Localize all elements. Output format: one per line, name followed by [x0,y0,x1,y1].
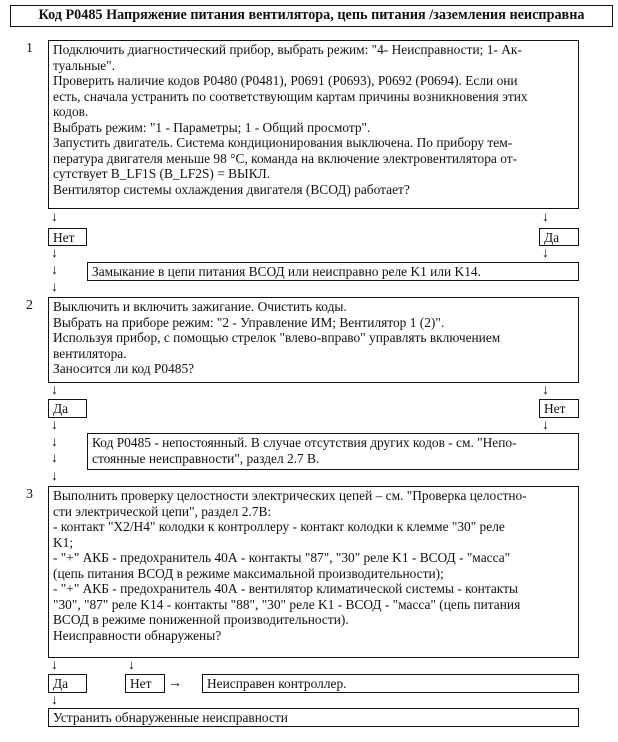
step-3-line: Выполнить проверку целостности электрических цепей – см. "Проверка целостно- [53,488,527,503]
step-1-line: Подключить диагностический прибор, выбрать режим: "4- Неисправности; 1- Ак- [53,42,522,57]
arrow-down-icon: ↓ [51,246,58,261]
arrow-right-icon: → [168,676,182,691]
step-1-answer-no: Нет [48,228,87,246]
arrow-down-icon: ↓ [51,263,58,278]
step-1-result: Замыкание в цепи питания ВСОД или неисправно реле K1 или K14. [87,262,579,281]
step-2-line: Заносится ли код P0485? [53,361,195,376]
arrow-down-icon: ↓ [51,469,58,484]
step-3-line: - "+" АКБ - предохранитель 40А - контакты "87", "30" реле K1 - ВСОД - "масса" [53,550,511,565]
arrow-down-icon: ↓ [542,383,549,398]
arrow-down-icon: ↓ [542,210,549,225]
step-3-line: - "+" АКБ - предохранитель 40А - вентилятор климатической системы - контакты [53,581,518,596]
arrow-down-icon: ↓ [51,451,58,466]
step-2-line: Выбрать на приборе режим: "2 - Управление ИМ; Вентилятор 1 (2)". [53,314,445,330]
step-3-line: Неисправности обнаружены? [53,627,222,643]
step-1-line: Проверить наличие кодов P0480 (P0481), P0691 (P0693), P0692 (P0694). Если они [53,73,518,88]
step-3-result-yes: Устранить обнаруженные неисправности [48,708,579,727]
step-2-answer-yes: Да [48,399,87,418]
step-1-line: кодов. [53,104,89,119]
step-1-box [48,40,579,209]
step-1-line: сутствует B_LF1S (B_LF2S) = ВЫКЛ. [53,166,271,181]
arrow-down-icon: ↓ [51,693,58,708]
step-3-result-no: Неисправен контроллер. [202,674,579,693]
arrow-down-icon: ↓ [542,246,549,261]
page-title: Код P0485 Напряжение питания вентилятора, цепь питания /заземления неисправна [10,5,613,27]
step-3-number: 3 [26,487,33,502]
step-3-answer-yes: Да [48,674,87,693]
step-2-answer-no: Нет [539,399,579,418]
step-2-box [48,297,579,383]
step-2-line: Используя прибор, с помощью стрелок "влево-вправо" управлять включением [53,330,501,345]
step-2-result-line: стоянные неисправности", раздел 2.7 В. [92,450,320,466]
step-1-line: пература двигателя меньше 98 °С, команда на включение электровентилятора от- [53,150,518,166]
step-1-line: туальные". [53,57,115,73]
step-2-number: 2 [26,298,33,313]
step-3-answer-no: Нет [125,674,165,693]
step-3-line: - контакт "X2/H4" колодки к контроллеру - контакт колодки к клемме "30" реле [53,519,505,534]
step-2-result-line: Код P0485 - непостоянный. В случае отсутствия других кодов - см. "Непо- [92,435,517,450]
arrow-down-icon: ↓ [51,435,58,450]
step-1-line: Запустить двигатель. Система кондиционирования выключена. По прибору тем- [53,135,513,150]
step-3-line: (цепь питания ВСОД в режиме максимальной производительности); [53,565,444,581]
step-3-line: K1; [53,534,74,550]
step-1-line: Вентилятор системы охлаждения двигателя (ВСОД) работает? [53,181,410,197]
arrow-down-icon: ↓ [51,280,58,295]
arrow-down-icon: ↓ [542,418,549,433]
step-1-answer-yes: Да [539,228,579,246]
step-3-line: ВСОД в режиме пониженной производительности). [53,612,349,627]
step-1-line: есть, сначала устранить по соответствующим картам причины возникновения этих [53,88,528,104]
step-3-box [48,486,579,658]
arrow-down-icon: ↓ [51,210,58,225]
step-1-number: 1 [26,41,33,56]
step-2-line: вентилятора. [53,345,127,361]
step-3-line: сти электрической цепи", раздел 2.7В: [53,503,272,519]
step-1-line: Выбрать режим: "1 - Параметры; 1 - Общий просмотр". [53,119,371,135]
step-2-line: Выключить и включить зажигание. Очистить коды. [53,299,347,314]
arrow-down-icon: ↓ [51,383,58,398]
arrow-down-icon: ↓ [128,658,135,673]
arrow-down-icon: ↓ [51,418,58,433]
step-3-line: "30", "87" реле K14 - контакты "88", "30" реле K1 - ВСОД - "масса" (цепь питания [53,596,521,612]
step-2-result [87,433,579,470]
arrow-down-icon: ↓ [51,658,58,673]
